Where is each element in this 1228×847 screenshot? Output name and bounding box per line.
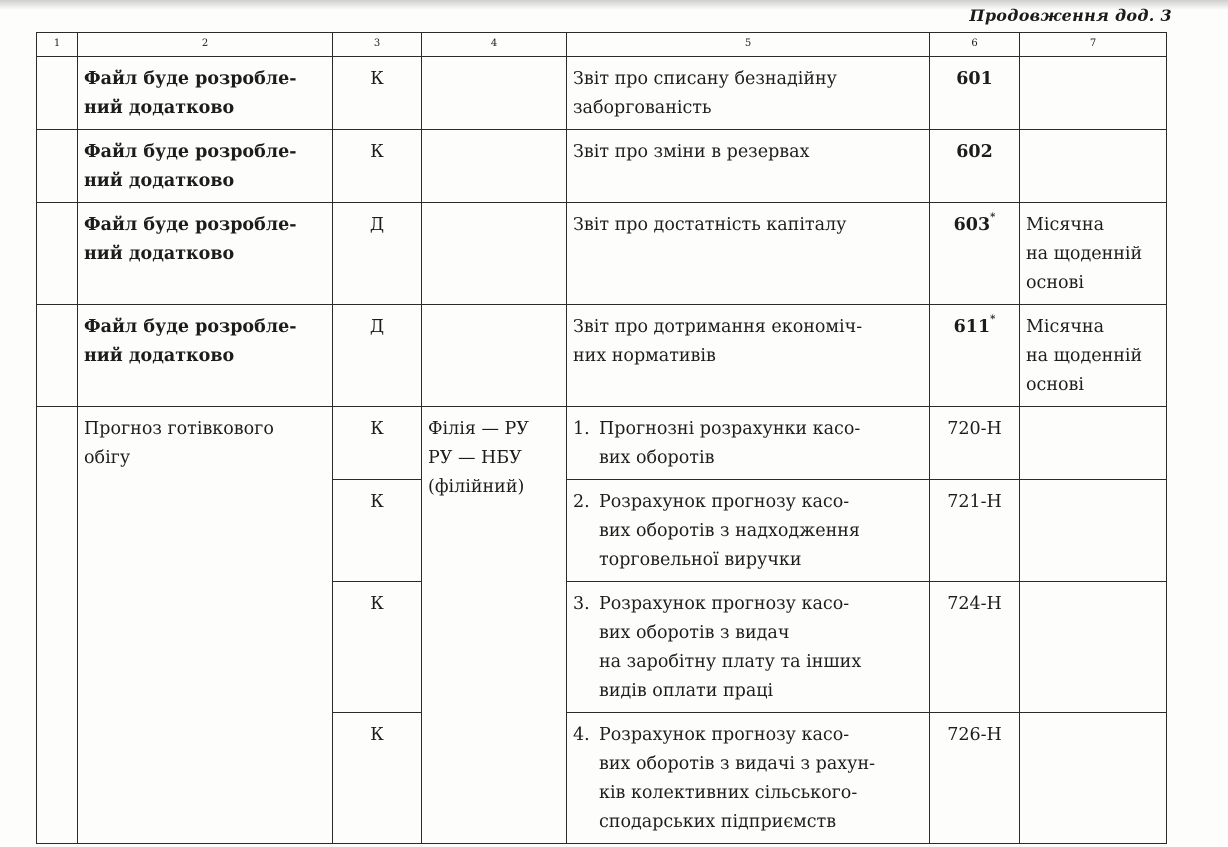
column-number: 7 xyxy=(1020,33,1167,57)
report-title-cell: Звіт про достатність капіталу xyxy=(567,203,930,305)
index-cell xyxy=(37,130,78,203)
code-cell: Д xyxy=(333,305,422,407)
file-number-cell: 721-Н xyxy=(930,480,1020,582)
file-name-cell: Прогноз готівкового обігу xyxy=(78,407,333,844)
route-cell xyxy=(422,203,567,305)
note-cell xyxy=(1020,407,1167,480)
table-row xyxy=(37,57,1167,130)
report-title-cell: Звіт про дотримання економіч- них нормативів xyxy=(567,305,930,407)
route-cell xyxy=(422,57,567,130)
report-title-cell: 1. Прогнозні розрахунки касо- вих оборотів xyxy=(567,407,930,480)
note-cell xyxy=(1020,582,1167,713)
file-name-cell: Файл буде розробле- ний додатково xyxy=(78,57,333,130)
table-row xyxy=(37,407,1167,480)
continuation-caption: Продовження дод. 3 xyxy=(969,6,1172,25)
note-cell: Місячна на щоденній основі xyxy=(1020,203,1167,305)
code-cell: К xyxy=(333,407,422,480)
note-cell xyxy=(1020,713,1167,844)
code-cell: К xyxy=(333,57,422,130)
index-cell xyxy=(37,203,78,305)
code-cell: К xyxy=(333,480,422,582)
item-number: 2. xyxy=(573,492,590,512)
footnote-mark: * xyxy=(990,212,996,224)
index-cell xyxy=(37,57,78,130)
report-title-cell: Звіт про зміни в резервах xyxy=(567,130,930,203)
item-number: 3. xyxy=(573,594,590,614)
table-row xyxy=(37,305,1167,407)
note-cell: Місячна на щоденній основі xyxy=(1020,305,1167,407)
code-cell: К xyxy=(333,713,422,844)
column-number: 3 xyxy=(333,33,422,57)
file-number-cell: 720-Н xyxy=(930,407,1020,480)
table-row xyxy=(37,130,1167,203)
column-number: 4 xyxy=(422,33,567,57)
column-number: 2 xyxy=(78,33,333,57)
file-number-cell: 601 xyxy=(930,57,1020,130)
file-name-cell: Файл буде розробле- ний додатково xyxy=(78,305,333,407)
file-number-cell: 724-Н xyxy=(930,582,1020,713)
file-number-cell: 603* xyxy=(930,203,1020,305)
note-cell xyxy=(1020,480,1167,582)
table-row xyxy=(37,203,1167,305)
code-cell: К xyxy=(333,582,422,713)
route-cell: Філія — РУ РУ — НБУ (філійний) xyxy=(422,407,567,844)
route-cell xyxy=(422,305,567,407)
file-name-cell: Файл буде розробле- ний додатково xyxy=(78,203,333,305)
index-cell xyxy=(37,305,78,407)
report-title-cell: 3. Розрахунок прогнозу касо- вих оборотів з видач на заробітну плату та інших видів оплати праці xyxy=(567,582,930,713)
file-number-cell: 602 xyxy=(930,130,1020,203)
code-cell: К xyxy=(333,130,422,203)
report-title-cell: 4. Розрахунок прогнозу касо- вих оборотів з видачі з рахун- ків колективних сільського- сподарських підприємств xyxy=(567,713,930,844)
index-cell xyxy=(37,407,78,844)
column-number: 5 xyxy=(567,33,930,57)
footnote-mark: * xyxy=(990,314,996,326)
note-cell xyxy=(1020,130,1167,203)
column-number: 6 xyxy=(930,33,1020,57)
item-number: 1. xyxy=(573,419,590,439)
file-number-cell: 726-Н xyxy=(930,713,1020,844)
note-cell xyxy=(1020,57,1167,130)
column-number: 1 xyxy=(37,33,78,57)
appendix-table xyxy=(36,32,1167,844)
file-number-cell: 611* xyxy=(930,305,1020,407)
route-cell xyxy=(422,130,567,203)
report-title-cell: Звіт про списану безнадійну заборгованість xyxy=(567,57,930,130)
file-name-cell: Файл буде розробле- ний додатково xyxy=(78,130,333,203)
report-title-cell: 2. Розрахунок прогнозу касо- вих оборотів з надходження торговельної виручки xyxy=(567,480,930,582)
column-number-row xyxy=(37,33,1167,57)
item-number: 4. xyxy=(573,725,590,745)
code-cell: Д xyxy=(333,203,422,305)
